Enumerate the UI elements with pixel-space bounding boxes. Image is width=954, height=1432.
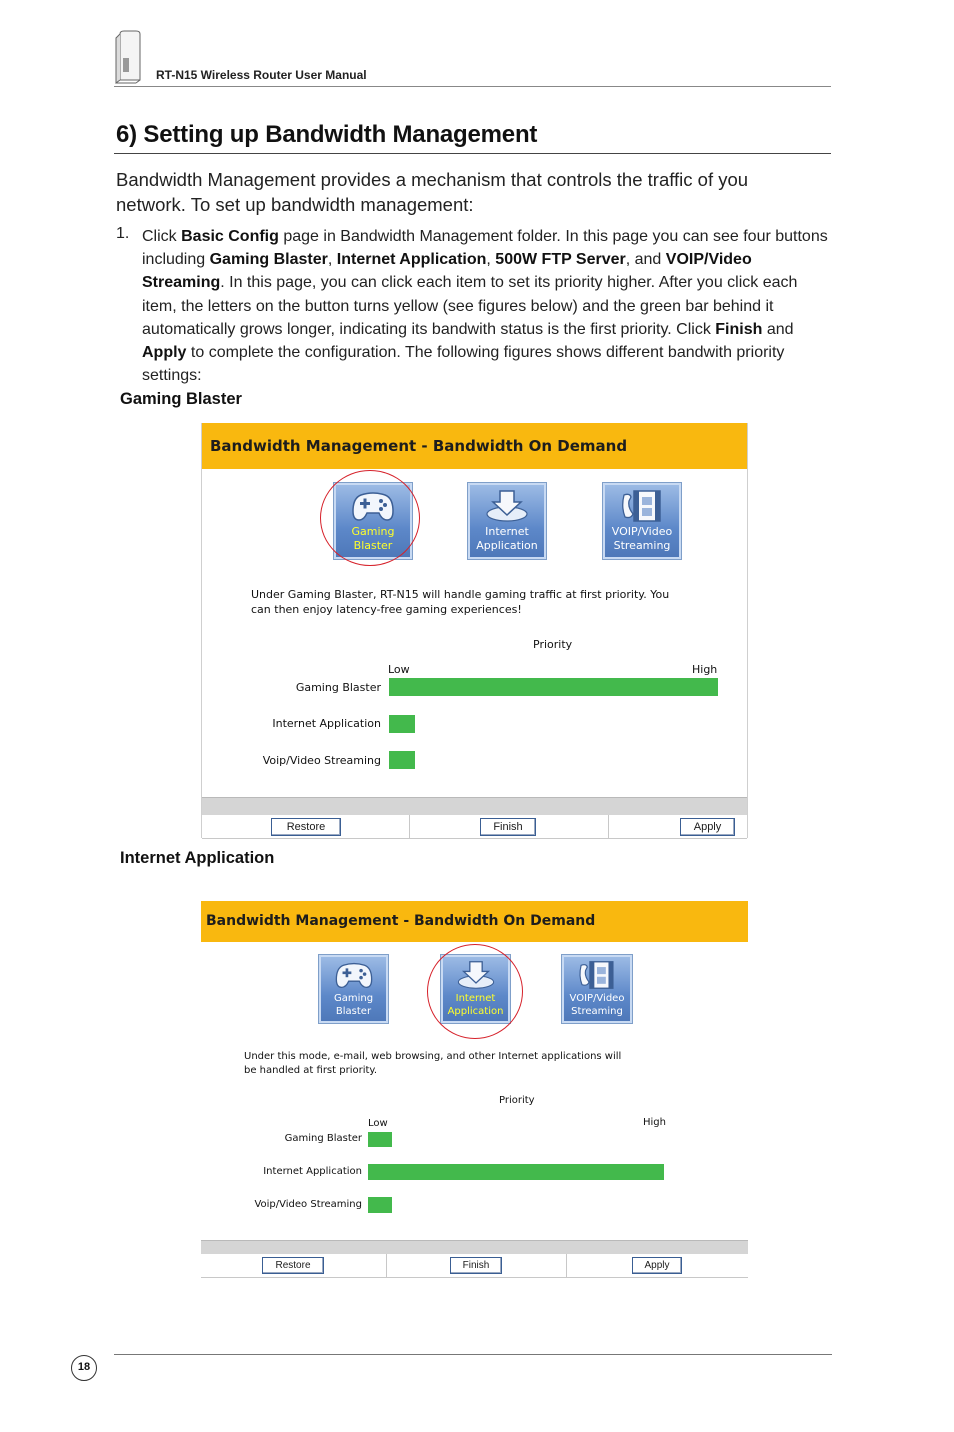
internet-application-tile[interactable] [467, 482, 547, 560]
mode-description: Under this mode, e-mail, web browsing, and other Internet applications will be handled at first priority. [244, 1051, 622, 1076]
tile-label: Gaming Blaster [351, 525, 395, 552]
priority-bar-gaming [389, 678, 718, 696]
restore-button[interactable]: Restore [271, 818, 341, 836]
router-logo-icon [114, 30, 144, 86]
gaming-blaster-tile[interactable] [318, 954, 389, 1024]
selection-highlight-ring [427, 944, 523, 1039]
manual-header-title: RT-N15 Wireless Router User Manual [156, 68, 367, 82]
voip-video-tile[interactable] [561, 954, 633, 1024]
voip-video-tile[interactable] [602, 482, 682, 560]
gamepad-icon [334, 960, 374, 990]
priority-title: Priority [533, 638, 573, 651]
finish-button[interactable]: Finish [450, 1257, 502, 1274]
priority-bar-voip [368, 1197, 392, 1213]
page-number: 18 [71, 1355, 97, 1381]
apply-button[interactable]: Apply [632, 1257, 682, 1274]
priority-bar-gaming [368, 1132, 392, 1147]
title-divider [114, 153, 831, 154]
panel-header: Bandwidth Management - Bandwidth On Demand [201, 901, 748, 942]
footer-divider [114, 1354, 832, 1355]
bandwidth-panel-gaming [201, 423, 748, 838]
row-label-internet: Internet Application [272, 717, 381, 730]
section-title: 6) Setting up Bandwidth Management [116, 121, 538, 148]
apply-button[interactable]: Apply [680, 818, 735, 836]
phone-film-icon [620, 489, 664, 523]
row-label-voip: Voip/Video Streaming [262, 754, 381, 767]
figure-caption-internet: Internet Application [120, 849, 275, 867]
tile-label: VOIP/Video Streaming [569, 993, 625, 1017]
finish-button[interactable]: Finish [480, 818, 536, 836]
row-label-gaming: Gaming Blaster [295, 681, 381, 694]
mode-description: Under Gaming Blaster, RT-N15 will handle gaming traffic at first priority. You can then enjoy latency-free gaming experiences! [251, 588, 670, 616]
panel-footer-strip [202, 797, 747, 816]
download-arrow-icon [485, 489, 529, 523]
phone-film-icon [577, 960, 617, 990]
row-label-voip: Voip/Video Streaming [254, 1199, 362, 1210]
priority-title: Priority [499, 1095, 535, 1106]
tile-label: Internet Application [476, 525, 538, 552]
priority-low-label: Low [368, 1118, 388, 1129]
tile-label: Internet Application [447, 993, 504, 1017]
tile-label: Gaming Blaster [333, 993, 374, 1017]
bandwidth-panel-internet [201, 901, 748, 1278]
row-label-gaming: Gaming Blaster [284, 1133, 362, 1144]
tile-label: VOIP/Video Streaming [611, 525, 673, 552]
step-paragraph: Click Basic Config page in Bandwidth Management folder. In this page you can see four buttons including Gaming Blaster, Internet Application, 500W FTP Server, and VOIP/Video Streaming. In this page, you can click each item to set its priority higher. After you click each item, the letters on the button turns yellow (see figures below) and the green bar behind it automatically grows longer, indicating its bandwith status is the first priority. Click Finish and Apply to complete the configuration. The following figures shows different bandwith priority settings: [142, 228, 828, 385]
header-divider [114, 86, 831, 87]
panel-footer-strip [201, 1240, 748, 1255]
priority-low-label: Low [388, 663, 410, 676]
step-number: 1. [116, 225, 130, 242]
selection-highlight-ring [320, 470, 420, 566]
priority-high-label: High [692, 663, 718, 676]
panel-button-row [201, 1254, 748, 1278]
priority-high-label: High [643, 1117, 666, 1128]
intro-paragraph: Bandwidth Management provides a mechanism that controls the traffic of you network. To set up bandwidth management: [116, 169, 749, 215]
row-label-internet: Internet Application [263, 1166, 362, 1177]
priority-bar-voip [389, 751, 415, 769]
panel-header: Bandwidth Management - Bandwidth On Demand [202, 423, 747, 469]
figure-caption-gaming: Gaming Blaster [120, 390, 242, 408]
restore-button[interactable]: Restore [262, 1257, 324, 1274]
priority-bar-internet [368, 1164, 664, 1180]
panel-button-row [202, 815, 747, 839]
priority-bar-internet [389, 715, 415, 733]
